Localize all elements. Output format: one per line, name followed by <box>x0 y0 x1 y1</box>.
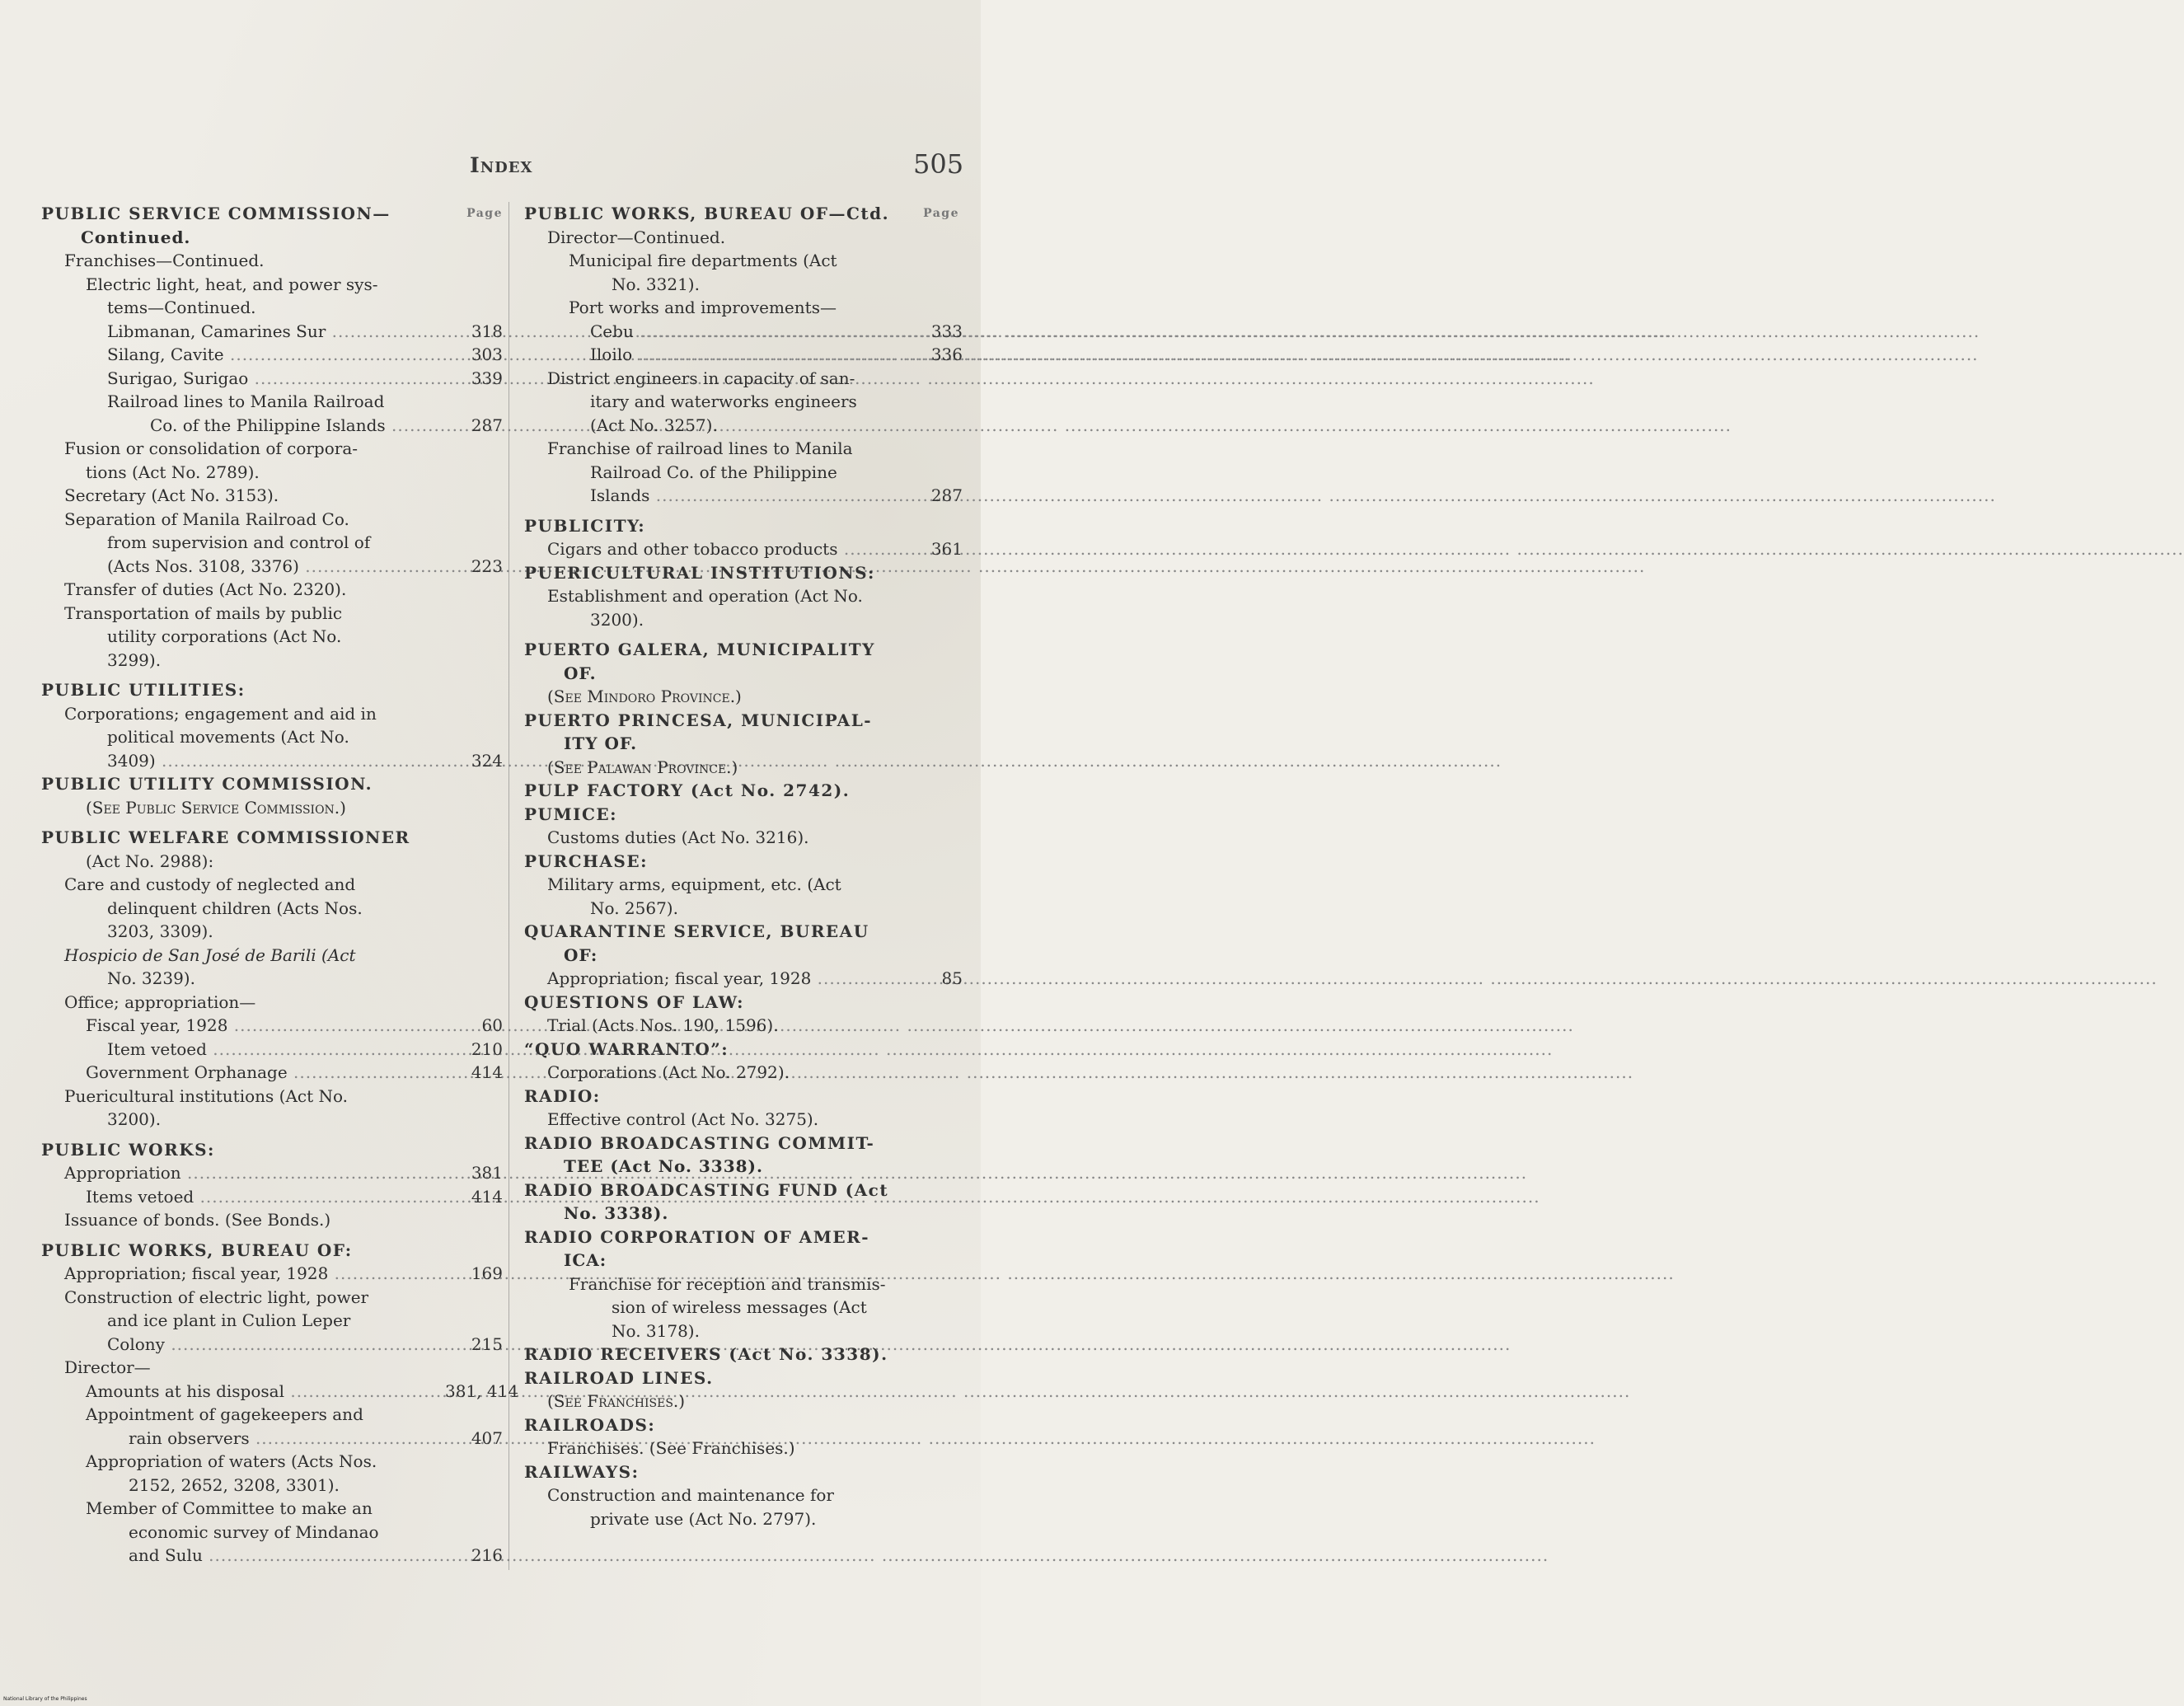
entry-text: Iloilo ..... <box>590 344 1305 364</box>
entry-text: Cebu ..... <box>590 321 1307 341</box>
index-entry <box>524 367 963 391</box>
entry-text: Items vetoed ..... <box>86 1187 867 1207</box>
entry-text: Fusion or consolidation of corpora- <box>64 438 359 458</box>
entry-text: No. 3178). <box>612 1320 700 1341</box>
index-entry <box>41 1208 503 1232</box>
index-heading <box>524 1226 963 1249</box>
right-column <box>524 202 963 1530</box>
index-heading <box>524 779 963 803</box>
index-heading <box>524 1179 963 1202</box>
index-entry <box>41 1497 503 1521</box>
index-entry <box>41 1038 503 1062</box>
index-entry <box>524 461 963 485</box>
page-reference: 287 <box>930 485 963 505</box>
index-entry <box>41 367 503 391</box>
entry-text: Corporations; engagement and aid in <box>64 703 377 724</box>
entry-text: (See Palawan Province.) <box>547 757 738 777</box>
entry-text: Appropriation of waters (Acts Nos. <box>86 1451 377 1471</box>
entry-text: Libmanan, Camarines Sur ..... <box>107 321 999 341</box>
index-entry <box>41 1014 503 1038</box>
entry-text: No. 3321). <box>612 274 700 294</box>
index-entry <box>524 390 963 414</box>
entry-text: Franchises. (See Franchises.) <box>547 1438 795 1458</box>
index-entry <box>41 1161 503 1185</box>
index-heading <box>524 1413 963 1437</box>
page-reference: 216 <box>471 1545 503 1565</box>
entry-text: 2152, 2652, 3208, 3301). <box>129 1474 340 1495</box>
entry-text: from supervision and control of <box>107 532 371 552</box>
index-entry <box>41 1262 503 1286</box>
entry-text: TEE (Act No. 3338). <box>564 1156 763 1176</box>
index-entry <box>41 725 503 749</box>
entry-text: Corporations (Act No. 2792). <box>547 1062 790 1082</box>
index-heading <box>524 1460 963 1484</box>
index-entry <box>524 967 963 991</box>
entry-text: tions (Act No. 2789). <box>86 462 260 482</box>
index-entry <box>41 873 503 897</box>
index-entry <box>41 749 503 773</box>
page-reference: 336 <box>930 344 963 364</box>
index-heading <box>41 226 503 250</box>
index-entry <box>41 1286 503 1310</box>
entry-text: Railroad Co. of the Philippine <box>590 462 837 482</box>
entry-text: delinquent children (Acts Nos. <box>107 898 363 918</box>
index-entry <box>41 1232 503 1239</box>
entry-text: PUBLIC SERVICE COMMISSION— <box>41 204 391 223</box>
index-entry <box>41 508 503 532</box>
entry-text: PURCHASE: <box>524 851 649 871</box>
index-heading <box>524 991 963 1015</box>
page-reference: 407 <box>471 1427 503 1448</box>
page-reference: 223 <box>471 555 503 576</box>
index-heading <box>524 514 963 538</box>
index-heading <box>524 662 963 686</box>
index-entry <box>41 1333 503 1357</box>
entry-text: Director— <box>64 1357 151 1377</box>
index-entry <box>41 967 503 991</box>
page-reference: 381 <box>471 1163 503 1183</box>
index-entry <box>524 437 963 461</box>
page-reference: 60 <box>481 1015 503 1035</box>
entry-text: “QUO WARRANTO”: <box>524 1038 729 1059</box>
index-entry <box>524 249 963 273</box>
entry-text: Municipal fire departments (Act <box>569 251 837 270</box>
index-entry <box>524 537 963 561</box>
index-entry <box>41 850 503 874</box>
page-reference: 361 <box>930 539 963 559</box>
entry-text: (See Public Service Commission.) <box>86 797 346 818</box>
index-heading <box>524 1038 963 1062</box>
index-entry <box>41 1085 503 1108</box>
index-heading <box>41 678 503 702</box>
page-reference: 210 <box>471 1038 503 1059</box>
entry-text: PUMICE: <box>524 804 618 824</box>
entry-text: economic survey of Mindanao <box>129 1521 379 1542</box>
index-heading <box>41 826 503 850</box>
entry-text: PUBLIC WORKS: <box>41 1139 215 1160</box>
page-reference: 287 <box>471 415 503 435</box>
index-heading <box>524 944 963 968</box>
index-entry <box>524 508 963 514</box>
index-entry <box>41 1403 503 1427</box>
index-entry <box>524 873 963 897</box>
index-entry <box>524 273 963 297</box>
index-entry <box>524 756 963 780</box>
index-entry <box>41 343 503 367</box>
index-entry <box>41 649 503 673</box>
index-heading <box>524 1366 963 1390</box>
entry-text: tems—Continued. <box>107 298 256 317</box>
page-reference: 303 <box>471 344 503 364</box>
entry-text: 3299). <box>107 649 162 670</box>
entry-text: RADIO BROADCASTING COMMIT- <box>524 1132 875 1153</box>
index-entry <box>524 484 963 508</box>
entry-text: Secretary (Act No. 3153). <box>64 485 279 505</box>
entry-text: Colony ..... <box>107 1334 838 1354</box>
page-reference: 215 <box>471 1333 503 1354</box>
index-heading <box>524 850 963 874</box>
index-entry <box>524 320 963 344</box>
entry-text: Separation of Manila Railroad Co. <box>64 509 349 529</box>
index-entry <box>41 1521 503 1544</box>
entry-text: OF: <box>564 944 598 965</box>
index-heading <box>524 1155 963 1179</box>
entry-text: Fiscal year, 1928 ..... <box>86 1015 901 1035</box>
entry-text: Issuance of bonds. (See Bonds.) <box>64 1210 331 1230</box>
index-entry <box>41 625 503 649</box>
entry-text: 3200). <box>107 1109 162 1129</box>
entry-text: PUERTO PRINCESA, MUNICIPAL- <box>524 710 873 730</box>
index-entry <box>41 602 503 626</box>
index-entry <box>41 991 503 1015</box>
entry-text: Trial (Acts Nos. 190, 1596). <box>547 1015 779 1035</box>
index-entry <box>524 685 963 709</box>
index-entry <box>524 608 963 632</box>
index-entry <box>524 631 963 638</box>
index-entry <box>41 273 503 297</box>
page-reference: 333 <box>930 321 963 341</box>
index-entry <box>41 819 503 826</box>
entry-text: Islands ..... <box>590 485 1323 505</box>
index-entry <box>41 1450 503 1474</box>
index-entry <box>524 296 963 320</box>
index-heading <box>41 1138 503 1162</box>
entry-text: Cigars and other tobacco products ..... <box>547 539 1511 559</box>
index-entry <box>41 249 503 273</box>
entry-text: Director—Continued. <box>547 227 726 247</box>
entry-text: ICA: <box>564 1250 607 1270</box>
entry-text: RADIO RECEIVERS (Act No. 3338). <box>524 1344 888 1364</box>
index-entry <box>524 1296 963 1319</box>
entry-text: 3203, 3309). <box>107 921 213 941</box>
entry-text: Franchise of railroad lines to Manila <box>547 438 853 458</box>
page-reference: 381, 414 <box>445 1380 519 1401</box>
index-entry <box>41 578 503 602</box>
index-entry <box>41 1380 519 1404</box>
entry-text: PUBLIC UTILITY COMMISSION. <box>41 774 373 794</box>
entry-text: Silang, Cavite ..... <box>107 344 897 364</box>
page-reference: 85 <box>941 968 963 988</box>
page-column-label: Page <box>466 207 503 220</box>
entry-text: sion of wireless messages (Act <box>612 1297 867 1317</box>
entry-text: utility corporations (Act No. <box>107 626 342 646</box>
index-heading <box>524 803 963 827</box>
index-entry <box>41 437 503 461</box>
entry-text: PUBLIC WORKS, BUREAU OF—Ctd. <box>524 204 890 223</box>
entry-text: Surigao, Surigao ..... <box>107 368 921 388</box>
index-entry <box>524 1390 963 1413</box>
page-reference: 339 <box>471 368 503 388</box>
entry-text: QUARANTINE SERVICE, BUREAU <box>524 921 869 941</box>
entry-text: private use (Act No. 2797). <box>590 1508 817 1529</box>
index-entry <box>524 414 963 438</box>
index-entry <box>41 414 503 438</box>
entry-text: No. 3338). <box>564 1203 669 1223</box>
entry-text: Hospicio de San José de Barili (Act <box>64 944 356 965</box>
entry-text: Appropriation; fiscal year, 1928 ..... <box>547 968 1484 988</box>
index-entry <box>524 897 963 921</box>
index-entry <box>524 1014 963 1038</box>
index-entry <box>524 1507 963 1531</box>
entry-text: Military arms, equipment, etc. (Act <box>547 874 841 894</box>
index-entry <box>41 1185 503 1209</box>
entry-text: Puericultural institutions (Act No. <box>64 1085 349 1106</box>
index-entry <box>41 531 503 555</box>
index-heading <box>524 920 963 944</box>
entry-text: PUBLIC WORKS, BUREAU OF: <box>41 1240 353 1260</box>
entry-text: PUBLIC WELFARE COMMISSIONER <box>41 827 410 847</box>
index-heading <box>524 561 963 585</box>
index-heading <box>524 1343 963 1366</box>
left-column <box>41 202 519 1568</box>
entry-text: Railroad lines to Manila Railroad <box>107 391 385 411</box>
entry-text: Transfer of duties (Act No. 2320). <box>64 579 347 599</box>
entry-text: Government Orphanage ..... <box>86 1062 960 1082</box>
index-entry <box>41 1474 503 1497</box>
entry-text: Appropriation; fiscal year, 1928 ..... <box>64 1263 1001 1283</box>
entry-text: Establishment and operation (Act No. <box>547 586 863 606</box>
entry-text: itary and waterworks engineers <box>590 391 857 411</box>
entry-text: RADIO: <box>524 1085 601 1106</box>
index-heading <box>524 732 963 756</box>
entry-text: Customs duties (Act No. 3216). <box>547 827 809 847</box>
entry-text: ITY OF. <box>564 733 638 753</box>
page-reference: 324 <box>471 750 503 771</box>
entry-text: Construction of electric light, power <box>64 1287 369 1307</box>
entry-text: No. 3239). <box>107 968 195 988</box>
entry-text: PUBLICITY: <box>524 515 646 536</box>
entry-text: PULP FACTORY (Act No. 2742). <box>524 780 851 800</box>
index-entry <box>41 1061 503 1085</box>
entry-text: (See Franchises.) <box>547 1391 686 1411</box>
entry-text: RADIO CORPORATION OF AMER- <box>524 1226 869 1247</box>
index-entry <box>41 461 503 485</box>
entry-text: PUERICULTURAL INSTITUTIONS: <box>524 562 875 583</box>
index-entry <box>41 1427 503 1451</box>
entry-text: (Acts Nos. 3108, 3376) ..... <box>107 556 972 576</box>
index-entry <box>41 702 503 726</box>
index-heading <box>524 1085 963 1108</box>
entry-text: RAILROAD LINES. <box>524 1367 714 1388</box>
entry-text: Construction and maintenance for <box>547 1485 834 1505</box>
entry-text: rain observers ..... <box>129 1428 922 1448</box>
page-reference: 414 <box>471 1062 503 1082</box>
entry-text: Appropriation ..... <box>64 1163 854 1183</box>
footer-credit: National Library of the Philippines <box>3 1696 87 1702</box>
entry-text: PUERTO GALERA, MUNICIPALITY <box>524 640 875 659</box>
index-entry <box>41 796 503 820</box>
index-entry <box>41 1309 503 1333</box>
entry-text: Member of Committee to make an <box>86 1498 373 1518</box>
index-heading <box>524 1132 963 1155</box>
index-entry <box>524 226 963 250</box>
index-heading <box>524 1202 963 1226</box>
index-entry <box>41 484 503 508</box>
index-entry <box>524 826 963 850</box>
page-column-label: Page <box>923 207 959 220</box>
index-entry <box>524 1061 963 1085</box>
entry-text: Transportation of mails by public <box>64 602 343 623</box>
index-heading <box>41 1239 503 1263</box>
entry-text: OF. <box>564 663 597 683</box>
entry-text: Electric light, heat, and power sys- <box>86 274 378 294</box>
index-entry <box>524 1437 963 1460</box>
page-reference: 169 <box>471 1263 503 1283</box>
running-header: Index <box>470 153 533 177</box>
entry-text: QUESTIONS OF LAW: <box>524 991 745 1012</box>
entry-text: Office; appropriation— <box>64 991 256 1012</box>
entry-text: No. 2567). <box>590 898 678 918</box>
index-entry <box>41 1132 503 1138</box>
index-page <box>0 0 981 1706</box>
entry-text: Effective control (Act No. 3275). <box>547 1109 819 1129</box>
entry-text: and ice plant in Culion Leper <box>107 1310 351 1330</box>
page-reference: 318 <box>471 321 503 341</box>
entry-text: RAILWAYS: <box>524 1461 640 1482</box>
index-entry <box>524 1483 963 1507</box>
index-heading <box>524 1249 963 1272</box>
entry-text: Franchise for reception and transmis- <box>569 1273 886 1294</box>
entry-text: Co. of the Philippine Islands ..... <box>150 415 1058 435</box>
index-entry <box>41 390 503 414</box>
entry-text: 3409) ..... <box>107 751 828 771</box>
entry-text: District engineers in capacity of san- <box>547 368 855 388</box>
entry-text: 3200). <box>590 609 644 630</box>
index-entry <box>41 320 503 344</box>
index-entry <box>41 296 503 320</box>
entry-text: Amounts at his disposal ..... <box>86 1381 958 1401</box>
index-entry <box>524 1108 963 1132</box>
entry-text: Care and custody of neglected and <box>64 874 356 894</box>
index-heading <box>524 638 963 662</box>
entry-text: (Act No. 3257). <box>590 415 718 435</box>
page-number: 505 <box>913 148 964 180</box>
index-entry <box>524 1319 963 1343</box>
index-heading <box>524 709 963 733</box>
entry-text: Appointment of gagekeepers and <box>86 1404 363 1424</box>
entry-text: PUBLIC UTILITIES: <box>41 680 246 700</box>
index-entry <box>41 672 503 678</box>
index-entry <box>41 555 503 579</box>
entry-text: (Act No. 2988): <box>86 851 214 871</box>
index-entry <box>41 897 503 921</box>
entry-text: Franchises—Continued. <box>64 251 265 270</box>
index-heading <box>524 202 963 226</box>
index-entry <box>524 343 963 367</box>
entry-text: Continued. <box>81 227 191 247</box>
index-entry <box>41 1108 503 1132</box>
entry-text: and Sulu ..... <box>129 1545 876 1565</box>
entry-text: RADIO BROADCASTING FUND (Act <box>524 1179 889 1200</box>
entry-text: RAILROADS: <box>524 1414 656 1435</box>
page-reference: 414 <box>471 1186 503 1207</box>
index-entry <box>41 1356 503 1380</box>
index-entry <box>41 1544 503 1568</box>
index-entry <box>524 584 963 608</box>
index-entry <box>524 1272 963 1296</box>
entry-text: (See Mindoro Province.) <box>547 687 742 706</box>
index-heading <box>41 772 503 796</box>
entry-text: political movements (Act No. <box>107 727 349 747</box>
index-heading <box>41 202 503 226</box>
index-entry <box>41 920 503 944</box>
entry-text: Item vetoed ..... <box>107 1039 880 1059</box>
entry-text: Port works and improvements— <box>569 298 837 317</box>
index-entry <box>41 944 503 968</box>
